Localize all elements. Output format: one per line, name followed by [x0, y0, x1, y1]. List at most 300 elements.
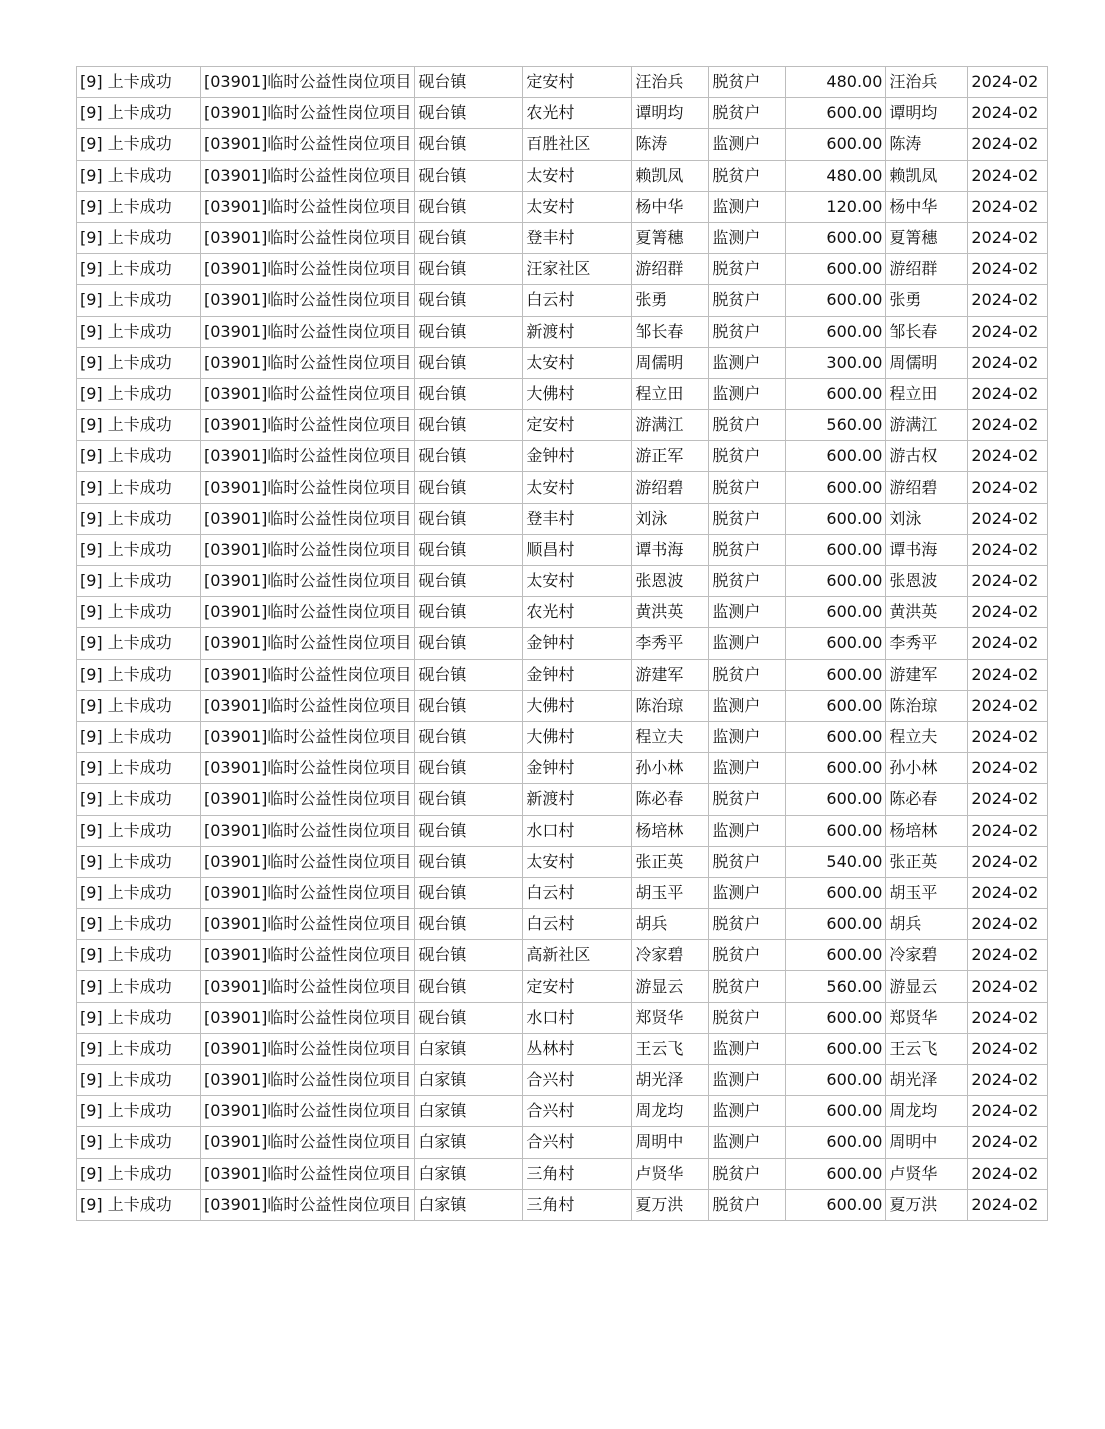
- town-cell: 砚台镇: [415, 753, 523, 784]
- amount-cell: 600.00: [786, 784, 886, 815]
- amount-cell: 600.00: [786, 441, 886, 472]
- household-type-cell: 脱贫户: [709, 254, 786, 285]
- village-cell: 大佛村: [523, 378, 632, 409]
- recipient-cell: 杨中华: [886, 191, 968, 222]
- recipient-cell: 邹长春: [886, 316, 968, 347]
- town-cell: 砚台镇: [415, 628, 523, 659]
- village-cell: 白云村: [523, 285, 632, 316]
- village-cell: 定安村: [523, 971, 632, 1002]
- status-cell: [9] 上卡成功: [77, 877, 201, 908]
- amount-cell: 600.00: [786, 1189, 886, 1220]
- amount-cell: 600.00: [786, 1065, 886, 1096]
- period-cell: 2024-02: [968, 160, 1048, 191]
- period-cell: 2024-02: [968, 472, 1048, 503]
- status-cell: [9] 上卡成功: [77, 285, 201, 316]
- table-row: [77, 285, 1048, 316]
- name-cell: 程立夫: [632, 721, 709, 752]
- table-row: [77, 1002, 1048, 1033]
- town-cell: 白家镇: [415, 1033, 523, 1064]
- recipient-cell: 胡玉平: [886, 877, 968, 908]
- town-cell: 白家镇: [415, 1158, 523, 1189]
- project-cell: [03901]临时公益性岗位项目: [201, 753, 415, 784]
- status-cell: [9] 上卡成功: [77, 222, 201, 253]
- project-cell: [03901]临时公益性岗位项目: [201, 846, 415, 877]
- period-cell: 2024-02: [968, 378, 1048, 409]
- period-cell: 2024-02: [968, 503, 1048, 534]
- amount-cell: 600.00: [786, 815, 886, 846]
- period-cell: 2024-02: [968, 659, 1048, 690]
- recipient-cell: 郑贤华: [886, 1002, 968, 1033]
- table-row: [77, 129, 1048, 160]
- town-cell: 砚台镇: [415, 378, 523, 409]
- household-type-cell: 脱贫户: [709, 940, 786, 971]
- project-cell: [03901]临时公益性岗位项目: [201, 1033, 415, 1064]
- household-type-cell: 脱贫户: [709, 410, 786, 441]
- amount-cell: 540.00: [786, 846, 886, 877]
- town-cell: 砚台镇: [415, 690, 523, 721]
- village-cell: 白云村: [523, 877, 632, 908]
- name-cell: 杨中华: [632, 191, 709, 222]
- table-row: [77, 846, 1048, 877]
- table-row: [77, 222, 1048, 253]
- recipient-cell: 游古权: [886, 441, 968, 472]
- amount-cell: 600.00: [786, 940, 886, 971]
- period-cell: 2024-02: [968, 1158, 1048, 1189]
- period-cell: 2024-02: [968, 597, 1048, 628]
- town-cell: 砚台镇: [415, 1002, 523, 1033]
- town-cell: 砚台镇: [415, 815, 523, 846]
- household-type-cell: 监测户: [709, 129, 786, 160]
- household-type-cell: 脱贫户: [709, 909, 786, 940]
- table-row: [77, 1127, 1048, 1158]
- status-cell: [9] 上卡成功: [77, 566, 201, 597]
- project-cell: [03901]临时公益性岗位项目: [201, 721, 415, 752]
- town-cell: 砚台镇: [415, 566, 523, 597]
- status-cell: [9] 上卡成功: [77, 378, 201, 409]
- village-cell: 丛林村: [523, 1033, 632, 1064]
- name-cell: 游满江: [632, 410, 709, 441]
- name-cell: 周明中: [632, 1127, 709, 1158]
- status-cell: [9] 上卡成功: [77, 441, 201, 472]
- period-cell: 2024-02: [968, 877, 1048, 908]
- project-cell: [03901]临时公益性岗位项目: [201, 441, 415, 472]
- table-row: [77, 98, 1048, 129]
- household-type-cell: 脱贫户: [709, 285, 786, 316]
- project-cell: [03901]临时公益性岗位项目: [201, 815, 415, 846]
- project-cell: [03901]临时公益性岗位项目: [201, 191, 415, 222]
- table-row: [77, 503, 1048, 534]
- amount-cell: 600.00: [786, 1127, 886, 1158]
- village-cell: 三角村: [523, 1158, 632, 1189]
- recipient-cell: 王云飞: [886, 1033, 968, 1064]
- project-cell: [03901]临时公益性岗位项目: [201, 909, 415, 940]
- table-row: [77, 659, 1048, 690]
- project-cell: [03901]临时公益性岗位项目: [201, 690, 415, 721]
- household-type-cell: 监测户: [709, 1096, 786, 1127]
- amount-cell: 600.00: [786, 98, 886, 129]
- period-cell: 2024-02: [968, 1127, 1048, 1158]
- recipient-cell: 杨培林: [886, 815, 968, 846]
- recipient-cell: 黄洪英: [886, 597, 968, 628]
- household-type-cell: 脱贫户: [709, 503, 786, 534]
- recipient-cell: 游绍群: [886, 254, 968, 285]
- household-type-cell: 脱贫户: [709, 971, 786, 1002]
- village-cell: 白云村: [523, 909, 632, 940]
- table-row: [77, 378, 1048, 409]
- amount-cell: 600.00: [786, 597, 886, 628]
- village-cell: 合兴村: [523, 1065, 632, 1096]
- name-cell: 陈涛: [632, 129, 709, 160]
- period-cell: 2024-02: [968, 129, 1048, 160]
- status-cell: [9] 上卡成功: [77, 1158, 201, 1189]
- status-cell: [9] 上卡成功: [77, 472, 201, 503]
- table-row: [77, 1065, 1048, 1096]
- project-cell: [03901]临时公益性岗位项目: [201, 971, 415, 1002]
- amount-cell: 600.00: [786, 721, 886, 752]
- project-cell: [03901]临时公益性岗位项目: [201, 534, 415, 565]
- table-row: [77, 566, 1048, 597]
- village-cell: 农光村: [523, 597, 632, 628]
- status-cell: [9] 上卡成功: [77, 597, 201, 628]
- name-cell: 夏箐穗: [632, 222, 709, 253]
- name-cell: 游绍群: [632, 254, 709, 285]
- recipient-cell: 周明中: [886, 1127, 968, 1158]
- table-row: [77, 67, 1048, 98]
- amount-cell: 600.00: [786, 690, 886, 721]
- village-cell: 定安村: [523, 67, 632, 98]
- town-cell: 砚台镇: [415, 472, 523, 503]
- town-cell: 砚台镇: [415, 191, 523, 222]
- period-cell: 2024-02: [968, 940, 1048, 971]
- period-cell: 2024-02: [968, 846, 1048, 877]
- status-cell: [9] 上卡成功: [77, 659, 201, 690]
- status-cell: [9] 上卡成功: [77, 410, 201, 441]
- name-cell: 邹长春: [632, 316, 709, 347]
- household-type-cell: 脱贫户: [709, 98, 786, 129]
- period-cell: 2024-02: [968, 1002, 1048, 1033]
- town-cell: 砚台镇: [415, 98, 523, 129]
- project-cell: [03901]临时公益性岗位项目: [201, 129, 415, 160]
- village-cell: 水口村: [523, 815, 632, 846]
- recipient-cell: 刘泳: [886, 503, 968, 534]
- recipient-cell: 程立田: [886, 378, 968, 409]
- period-cell: 2024-02: [968, 815, 1048, 846]
- period-cell: 2024-02: [968, 1065, 1048, 1096]
- project-cell: [03901]临时公益性岗位项目: [201, 67, 415, 98]
- period-cell: 2024-02: [968, 566, 1048, 597]
- household-type-cell: 监测户: [709, 1033, 786, 1064]
- name-cell: 胡兵: [632, 909, 709, 940]
- project-cell: [03901]临时公益性岗位项目: [201, 1127, 415, 1158]
- recipient-cell: 胡光泽: [886, 1065, 968, 1096]
- household-type-cell: 监测户: [709, 628, 786, 659]
- table-row: [77, 971, 1048, 1002]
- name-cell: 张正英: [632, 846, 709, 877]
- recipient-cell: 孙小林: [886, 753, 968, 784]
- amount-cell: 600.00: [786, 222, 886, 253]
- amount-cell: 600.00: [786, 1096, 886, 1127]
- name-cell: 陈治琼: [632, 690, 709, 721]
- town-cell: 砚台镇: [415, 597, 523, 628]
- household-type-cell: 监测户: [709, 1065, 786, 1096]
- amount-cell: 480.00: [786, 160, 886, 191]
- amount-cell: 120.00: [786, 191, 886, 222]
- project-cell: [03901]临时公益性岗位项目: [201, 1189, 415, 1220]
- table-row: [77, 753, 1048, 784]
- project-cell: [03901]临时公益性岗位项目: [201, 877, 415, 908]
- project-cell: [03901]临时公益性岗位项目: [201, 98, 415, 129]
- name-cell: 程立田: [632, 378, 709, 409]
- status-cell: [9] 上卡成功: [77, 1002, 201, 1033]
- town-cell: 砚台镇: [415, 971, 523, 1002]
- status-cell: [9] 上卡成功: [77, 534, 201, 565]
- project-cell: [03901]临时公益性岗位项目: [201, 285, 415, 316]
- village-cell: 顺昌村: [523, 534, 632, 565]
- village-cell: 金钟村: [523, 628, 632, 659]
- town-cell: 砚台镇: [415, 534, 523, 565]
- village-cell: 定安村: [523, 410, 632, 441]
- table-row: [77, 410, 1048, 441]
- village-cell: 金钟村: [523, 753, 632, 784]
- town-cell: 砚台镇: [415, 721, 523, 752]
- period-cell: 2024-02: [968, 285, 1048, 316]
- household-type-cell: 脱贫户: [709, 1189, 786, 1220]
- household-type-cell: 监测户: [709, 753, 786, 784]
- town-cell: 砚台镇: [415, 503, 523, 534]
- village-cell: 新渡村: [523, 316, 632, 347]
- village-cell: 水口村: [523, 1002, 632, 1033]
- name-cell: 汪治兵: [632, 67, 709, 98]
- village-cell: 太安村: [523, 566, 632, 597]
- period-cell: 2024-02: [968, 441, 1048, 472]
- village-cell: 太安村: [523, 160, 632, 191]
- village-cell: 大佛村: [523, 690, 632, 721]
- village-cell: 太安村: [523, 846, 632, 877]
- village-cell: 农光村: [523, 98, 632, 129]
- amount-cell: 600.00: [786, 753, 886, 784]
- name-cell: 胡玉平: [632, 877, 709, 908]
- name-cell: 陈必春: [632, 784, 709, 815]
- period-cell: 2024-02: [968, 347, 1048, 378]
- project-cell: [03901]临时公益性岗位项目: [201, 1002, 415, 1033]
- name-cell: 胡光泽: [632, 1065, 709, 1096]
- recipient-cell: 胡兵: [886, 909, 968, 940]
- amount-cell: 600.00: [786, 877, 886, 908]
- village-cell: 金钟村: [523, 441, 632, 472]
- table-row: [77, 1096, 1048, 1127]
- recipient-cell: 陈必春: [886, 784, 968, 815]
- period-cell: 2024-02: [968, 1033, 1048, 1064]
- project-cell: [03901]临时公益性岗位项目: [201, 784, 415, 815]
- table-row: [77, 877, 1048, 908]
- table-row: [77, 347, 1048, 378]
- amount-cell: 480.00: [786, 67, 886, 98]
- household-type-cell: 监测户: [709, 597, 786, 628]
- town-cell: 砚台镇: [415, 129, 523, 160]
- recipient-cell: 夏箐穗: [886, 222, 968, 253]
- amount-cell: 600.00: [786, 1002, 886, 1033]
- village-cell: 新渡村: [523, 784, 632, 815]
- name-cell: 李秀平: [632, 628, 709, 659]
- village-cell: 大佛村: [523, 721, 632, 752]
- amount-cell: 600.00: [786, 254, 886, 285]
- period-cell: 2024-02: [968, 721, 1048, 752]
- project-cell: [03901]临时公益性岗位项目: [201, 472, 415, 503]
- project-cell: [03901]临时公益性岗位项目: [201, 503, 415, 534]
- village-cell: 金钟村: [523, 659, 632, 690]
- status-cell: [9] 上卡成功: [77, 846, 201, 877]
- payment-table: [76, 66, 1048, 1221]
- name-cell: 谭书海: [632, 534, 709, 565]
- name-cell: 黄洪英: [632, 597, 709, 628]
- household-type-cell: 监测户: [709, 877, 786, 908]
- period-cell: 2024-02: [968, 690, 1048, 721]
- recipient-cell: 游满江: [886, 410, 968, 441]
- recipient-cell: 谭书海: [886, 534, 968, 565]
- village-cell: 合兴村: [523, 1096, 632, 1127]
- amount-cell: 600.00: [786, 472, 886, 503]
- amount-cell: 600.00: [786, 378, 886, 409]
- period-cell: 2024-02: [968, 67, 1048, 98]
- amount-cell: 560.00: [786, 971, 886, 1002]
- name-cell: 游正军: [632, 441, 709, 472]
- name-cell: 夏万洪: [632, 1189, 709, 1220]
- household-type-cell: 监测户: [709, 690, 786, 721]
- status-cell: [9] 上卡成功: [77, 1127, 201, 1158]
- household-type-cell: 脱贫户: [709, 784, 786, 815]
- name-cell: 杨培林: [632, 815, 709, 846]
- town-cell: 砚台镇: [415, 940, 523, 971]
- project-cell: [03901]临时公益性岗位项目: [201, 254, 415, 285]
- period-cell: 2024-02: [968, 410, 1048, 441]
- table-row: [77, 940, 1048, 971]
- project-cell: [03901]临时公益性岗位项目: [201, 566, 415, 597]
- recipient-cell: 游绍碧: [886, 472, 968, 503]
- status-cell: [9] 上卡成功: [77, 254, 201, 285]
- status-cell: [9] 上卡成功: [77, 129, 201, 160]
- project-cell: [03901]临时公益性岗位项目: [201, 1065, 415, 1096]
- household-type-cell: 脱贫户: [709, 846, 786, 877]
- table-row: [77, 316, 1048, 347]
- recipient-cell: 张勇: [886, 285, 968, 316]
- period-cell: 2024-02: [968, 534, 1048, 565]
- payment-table-body: [77, 67, 1048, 1221]
- village-cell: 登丰村: [523, 503, 632, 534]
- village-cell: 汪家社区: [523, 254, 632, 285]
- period-cell: 2024-02: [968, 909, 1048, 940]
- town-cell: 砚台镇: [415, 160, 523, 191]
- status-cell: [9] 上卡成功: [77, 503, 201, 534]
- recipient-cell: 张恩波: [886, 566, 968, 597]
- town-cell: 砚台镇: [415, 67, 523, 98]
- household-type-cell: 脱贫户: [709, 566, 786, 597]
- household-type-cell: 监测户: [709, 222, 786, 253]
- table-row: [77, 472, 1048, 503]
- recipient-cell: 陈涛: [886, 129, 968, 160]
- name-cell: 游建军: [632, 659, 709, 690]
- name-cell: 郑贤华: [632, 1002, 709, 1033]
- town-cell: 砚台镇: [415, 410, 523, 441]
- period-cell: 2024-02: [968, 191, 1048, 222]
- name-cell: 周龙均: [632, 1096, 709, 1127]
- name-cell: 刘泳: [632, 503, 709, 534]
- table-row: [77, 690, 1048, 721]
- town-cell: 白家镇: [415, 1189, 523, 1220]
- village-cell: 太安村: [523, 347, 632, 378]
- recipient-cell: 卢贤华: [886, 1158, 968, 1189]
- name-cell: 赖凯凤: [632, 160, 709, 191]
- project-cell: [03901]临时公益性岗位项目: [201, 316, 415, 347]
- table-row: [77, 191, 1048, 222]
- status-cell: [9] 上卡成功: [77, 316, 201, 347]
- household-type-cell: 监测户: [709, 378, 786, 409]
- amount-cell: 600.00: [786, 1033, 886, 1064]
- village-cell: 登丰村: [523, 222, 632, 253]
- town-cell: 砚台镇: [415, 222, 523, 253]
- amount-cell: 600.00: [786, 129, 886, 160]
- village-cell: 太安村: [523, 191, 632, 222]
- town-cell: 砚台镇: [415, 254, 523, 285]
- amount-cell: 600.00: [786, 628, 886, 659]
- household-type-cell: 脱贫户: [709, 1158, 786, 1189]
- village-cell: 百胜社区: [523, 129, 632, 160]
- amount-cell: 600.00: [786, 659, 886, 690]
- table-row: [77, 254, 1048, 285]
- household-type-cell: 监测户: [709, 1127, 786, 1158]
- period-cell: 2024-02: [968, 628, 1048, 659]
- town-cell: 白家镇: [415, 1127, 523, 1158]
- town-cell: 砚台镇: [415, 659, 523, 690]
- period-cell: 2024-02: [968, 222, 1048, 253]
- amount-cell: 600.00: [786, 566, 886, 597]
- recipient-cell: 汪治兵: [886, 67, 968, 98]
- table-row: [77, 441, 1048, 472]
- status-cell: [9] 上卡成功: [77, 67, 201, 98]
- name-cell: 王云飞: [632, 1033, 709, 1064]
- table-row: [77, 160, 1048, 191]
- table-row: [77, 909, 1048, 940]
- household-type-cell: 监测户: [709, 347, 786, 378]
- status-cell: [9] 上卡成功: [77, 160, 201, 191]
- period-cell: 2024-02: [968, 98, 1048, 129]
- status-cell: [9] 上卡成功: [77, 690, 201, 721]
- period-cell: 2024-02: [968, 316, 1048, 347]
- table-row: [77, 721, 1048, 752]
- recipient-cell: 张正英: [886, 846, 968, 877]
- recipient-cell: 程立夫: [886, 721, 968, 752]
- status-cell: [9] 上卡成功: [77, 784, 201, 815]
- status-cell: [9] 上卡成功: [77, 1033, 201, 1064]
- project-cell: [03901]临时公益性岗位项目: [201, 940, 415, 971]
- name-cell: 游绍碧: [632, 472, 709, 503]
- table-row: [77, 815, 1048, 846]
- name-cell: 张恩波: [632, 566, 709, 597]
- project-cell: [03901]临时公益性岗位项目: [201, 628, 415, 659]
- amount-cell: 600.00: [786, 285, 886, 316]
- household-type-cell: 脱贫户: [709, 160, 786, 191]
- recipient-cell: 周龙均: [886, 1096, 968, 1127]
- project-cell: [03901]临时公益性岗位项目: [201, 1096, 415, 1127]
- project-cell: [03901]临时公益性岗位项目: [201, 347, 415, 378]
- household-type-cell: 脱贫户: [709, 441, 786, 472]
- town-cell: 砚台镇: [415, 316, 523, 347]
- status-cell: [9] 上卡成功: [77, 347, 201, 378]
- status-cell: [9] 上卡成功: [77, 1065, 201, 1096]
- name-cell: 周儒明: [632, 347, 709, 378]
- town-cell: 砚台镇: [415, 846, 523, 877]
- status-cell: [9] 上卡成功: [77, 1096, 201, 1127]
- status-cell: [9] 上卡成功: [77, 815, 201, 846]
